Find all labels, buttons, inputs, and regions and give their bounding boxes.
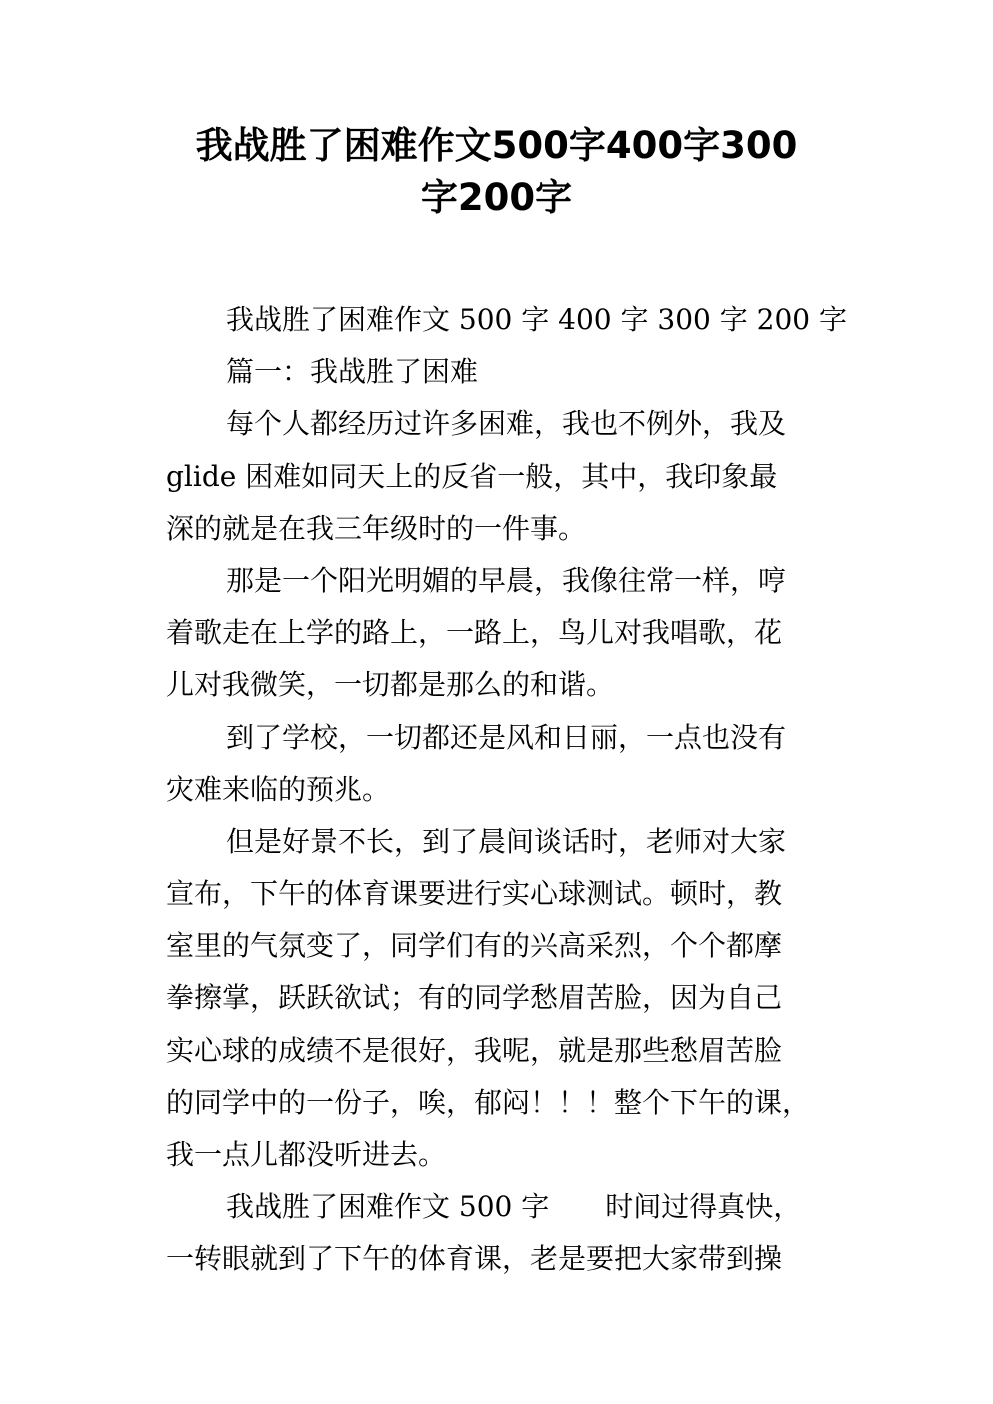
paragraph-line: 深的就是在我三年级时的一件事。 (166, 511, 587, 545)
paragraph-line (166, 1181, 856, 1233)
inline-heading: 我战胜了困难作文 500 字 (226, 1190, 550, 1224)
paragraph-line: 的同学中的一份子，唉，郁闷！！！整个下午的课， (166, 1085, 811, 1119)
title-line: 字200字 (420, 176, 573, 219)
page-title (120, 120, 873, 224)
paragraph-line: 宣布，下午的体育课要进行实心球测试。顿时，教 (166, 877, 783, 911)
paragraph-line: glide 困难如同天上的反省一般，其中，我印象最 (166, 459, 778, 493)
inline-text: 时间过得真快， (605, 1190, 802, 1224)
paragraph-line: 但是好景不长，到了晨间谈话时，老师对大家 (226, 824, 787, 858)
paragraph-line: 那是一个阳光明媚的早晨，我像往常一样，哼 (226, 563, 787, 597)
paragraph-line: 到了学校，一切都还是风和日丽，一点也没有 (226, 720, 787, 754)
title-line: 我战胜了困难作文500字400字300 (195, 124, 798, 167)
paragraph-line: 着歌走在上学的路上，一路上，鸟儿对我唱歌，花 (166, 616, 783, 650)
paragraph-line: 儿对我微笑，一切都是那么的和谐。 (166, 668, 615, 702)
paragraph-line: 灾难来临的预兆。 (166, 772, 391, 806)
document-body (166, 294, 856, 1286)
paragraph-line: 实心球的成绩不是很好，我呢，就是那些愁眉苦脸 (166, 1033, 783, 1067)
section-heading: 篇一：我战胜了困难 (226, 355, 479, 389)
paragraph-line: 室里的气氛变了，同学们有的兴高采烈，个个都摩 (166, 929, 783, 963)
paragraph-line: 拳擦掌，跃跃欲试；有的同学愁眉苦脸，因为自己 (166, 981, 783, 1015)
paragraph-line: 一转眼就到了下午的体育课，老是要把大家带到操 (166, 1242, 783, 1276)
subtitle-line: 我战胜了困难作文 500 字 400 字 300 字 200 字 (226, 303, 847, 336)
paragraph-line: 每个人都经历过许多困难，我也不例外，我及 (226, 407, 787, 441)
paragraph-line: 我一点儿都没听进去。 (166, 1138, 447, 1171)
